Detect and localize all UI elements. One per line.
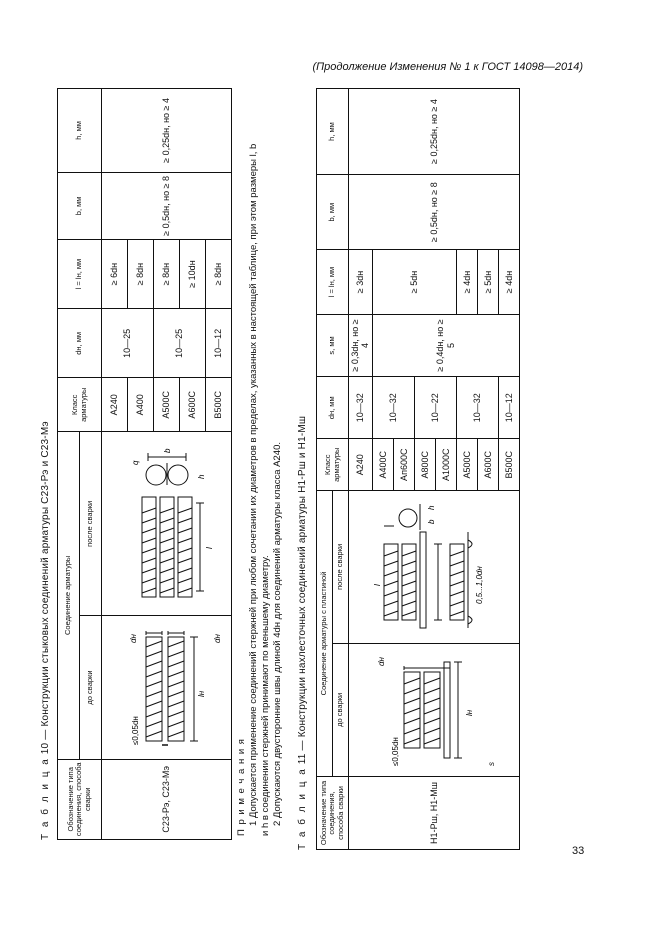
t10-header-class: Класс арматуры [58,378,102,432]
t11-row4-class: А800С [414,439,435,491]
t11-header-h: h, мм [317,89,349,175]
t11-b-value: ≥ 0,5dн, но ≥ 8 [349,175,520,250]
t11-header-joint: Соединение арматуры с пластиной [317,491,333,777]
t11-range-label: 0,5...1,0dн [474,566,484,604]
t11-drawing-after [349,491,520,644]
t10-designation: С23-Рэ, С23-Мэ [102,759,232,839]
page-number: 33 [572,845,585,857]
t10-header-b: b, мм [58,172,102,239]
t10-note-1-cont: и h в соединении стержней принимают по меньшему диаметру. [259,555,271,836]
table11-caption: Т а б л и ц а 11 — Конструкции нахлесточных соединений арматуры Н1-Рш и Н1-Мш [297,415,308,850]
t10-header-after: после сварки [80,432,102,616]
t11-row6-class: А500С [456,439,477,491]
t10-row2-l: ≥ 8dн [128,239,154,308]
t11-row8-class: В500С [498,439,519,491]
t11-row4-s: ≥ 0,4dн, но ≥ 5 [372,314,519,376]
t11-row1-class: А240 [349,439,373,491]
t11-h-value: ≥ 0,25dн, но ≥ 4 [349,89,520,175]
t10-notes [236,80,284,840]
t11-b-label: b [426,519,436,524]
t10-dn-label-2: dн [212,633,222,643]
t10-drawing-after [102,432,232,616]
t11-row4-dn: 10—22 [414,377,456,439]
butt-joint-before-drawing [108,629,226,747]
t11-row2-class: А400С [372,439,393,491]
t11-row8-dn: 10—12 [498,377,519,439]
t11-header-l: l = lн, мм [317,250,349,314]
t10-before-lh-label: lн [196,690,206,697]
t10-row3-dn: 10—25 [154,309,206,378]
t10-note-1: 1 Допускается применение соединений стержней при любом сочетании их диаметров в пределах, указанных в настоящей таблице, при этом размеры l, b [247,143,259,826]
t11-row3-class: Ап600С [393,439,414,491]
lap-joint-after-drawing [354,500,514,634]
table10-caption: Т а б л и ц а 10 — Конструкции стыковых соединений арматуры С23-Рэ и С23-Мэ [40,421,51,840]
t11-row6-dn: 10—32 [456,377,498,439]
t11-after-l-label: l [372,584,382,586]
t10-gap-label: ≤0,05dн [130,715,140,745]
t11-s-label: s [486,761,496,766]
t11-header-b: b, мм [317,175,349,250]
t11-header-after: после сварки [333,491,349,644]
t10-row5-class: В500С [206,378,232,432]
t11-drawing-before [349,643,520,776]
t11-dn-label: dн [376,656,386,666]
t11-header-dn: dн, мм [317,377,349,439]
t10-after-l-label: l [204,547,214,549]
t11-designation: Н1-Рш, Н1-Мш [349,776,520,849]
t10-q-label: q [130,460,140,465]
t10-note-2: 2 Допускаются двусторонние швы длиной 4dн для соединений арматуры класса А240. [271,441,283,826]
t10-notes-title: П р и м е ч а н и я [236,738,247,836]
t11-h-label: h [426,505,436,510]
t11-row6-l: ≥ 5dн [477,250,498,314]
t10-row1-dn: 10—25 [102,309,154,378]
t10-header-before: до сварки [80,616,102,759]
t10-row4-class: А600С [180,378,206,432]
t11-before-ln-label: lн [464,709,474,716]
t11-header-before: до сварки [333,643,349,776]
t11-header-designation: Обозначение типа соединения, способа сварки [317,776,349,849]
t11-row5-class: А1000С [435,439,456,491]
butt-joint-after-drawing [108,445,226,603]
t10-header-designation: Обозначение типа соединения, способа сварки [58,759,102,839]
t10-b-label: b [162,448,172,453]
t10-header-l: l = lн, мм [58,239,102,308]
t10-row5-dn: 10—12 [206,309,232,378]
t10-dn-label-1: dн [128,633,138,643]
t10-row3-class: А500С [154,378,180,432]
t11-row2-dn: 10—32 [372,377,414,439]
t10-row2-class: А400 [128,378,154,432]
t10-b-value: ≥ 0,5dн, но ≥ 8 [102,172,232,239]
table10-block [40,80,284,840]
t11-row8-l: ≥ 4dн [498,250,519,314]
t11-row2-l: ≥ 5dн [372,250,456,314]
t10-drawing-before [102,616,232,759]
t10-row1-l: ≥ 6dн [102,239,128,308]
t10-h-label: h [196,474,206,479]
t11-row7-class: А600С [477,439,498,491]
table10 [57,88,232,840]
t10-row1-class: А240 [102,378,128,432]
table11 [316,88,520,850]
lap-joint-before-drawing [354,652,514,768]
t11-header-s: s, мм [317,314,349,376]
t11-row1-l: ≥ 3dн [349,250,373,314]
page-header: (Продолжение Изменения № 1 к ГОСТ 14098—2014) [312,61,583,73]
t10-header-dn: dн, мм [58,309,102,378]
t10-header-h: h, мм [58,89,102,173]
t11-header-class: Класс арматуры [317,439,349,491]
t10-header-joint: Соединение арматуры [58,432,80,759]
t11-row1-s: ≥ 0,3dн, но ≥ 4 [349,314,373,376]
t10-row4-l: ≥ 10dн [180,239,206,308]
table11-block [297,80,520,850]
t10-row3-l: ≥ 8dн [154,239,180,308]
t10-h-value: ≥ 0,25dн, но ≥ 4 [102,89,232,173]
t10-row5-l: ≥ 8dн [206,239,232,308]
t11-row4-l: ≥ 4dн [456,250,477,314]
t11-gap-label: ≤0,05dн [390,736,400,766]
t11-row1-dn: 10—32 [349,377,373,439]
